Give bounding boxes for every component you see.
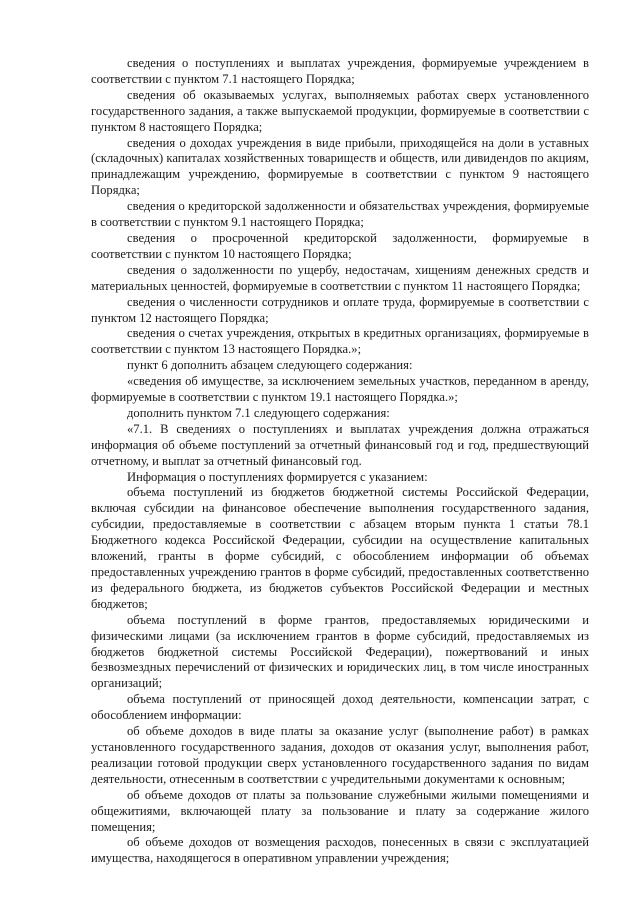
paragraph-16: объема поступлений от приносящей доход деятельности, компенсации затрат, с обособлением информации: — [91, 692, 589, 723]
paragraph-15: объема поступлений в форме грантов, предоставляемых юридическими и физическими лицами (за исключением грантов в форме субсидий, предоставляемых из бюджетов бюджетной системы Российской Федерации), пожертвований и иных безвозмездных перечислений от физических и юридических лиц, в том числе иностранных организаций; — [91, 612, 589, 691]
paragraph-4: сведения о кредиторской задолженности и обязательствах учреждения, формируемые в соответствии с пунктом 9.1 настоящего Порядка; — [91, 199, 589, 230]
paragraph-19: об объеме доходов от возмещения расходов, понесенных в связи с эксплуатацией имущества, находящегося в оперативном управлении учреждения; — [91, 835, 589, 866]
paragraph-11: дополнить пунктом 7.1 следующего содержания: — [127, 405, 390, 420]
document-body — [91, 56, 589, 867]
paragraph-6: сведения о задолженности по ущербу, недостачам, хищениям денежных средств и материальных ценностей, формируемые в соответствии с пунктом 11 настоящего Порядка; — [91, 262, 589, 293]
paragraph-3: сведения о доходах учреждения в виде прибыли, приходящейся на доли в уставных (складочных) капиталах хозяйственных товариществ и обществ, или дивидендов по акциям, принадлежащим учреждению, формируемые в соответствии с пунктом 9 настоящего Порядка; — [91, 135, 589, 198]
paragraph-8: сведения о счетах учреждения, открытых в кредитных организациях, формируемые в соответствии с пунктом 13 настоящего Порядка.»; — [91, 326, 589, 357]
paragraph-2: сведения об оказываемых услугах, выполняемых работах сверх установленного государственного задания, а также выпускаемой продукции, формируемые в соответствии с пунктом 8 настоящего Порядка; — [91, 87, 589, 134]
paragraph-13: Информация о поступлениях формируется с указанием: — [127, 469, 428, 484]
paragraph-7: сведения о численности сотрудников и оплате труда, формируемые в соответствии с пунктом 12 настоящего Порядка; — [91, 294, 589, 325]
paragraph-18: об объеме доходов от платы за пользование служебными жилыми помещениями и общежитиями, включающей плату за пользование и плату за содержание жилого помещения; — [91, 787, 589, 834]
paragraph-9: пункт 6 дополнить абзацем следующего содержания: — [127, 358, 413, 373]
paragraph-14: объема поступлений из бюджетов бюджетной системы Российской Федерации, включая субсидии на финансовое обеспечение выполнения государственного задания, субсидии, предоставляемые в соответствии с абзацем вторым пункта 1 статьи 78.1 Бюджетного кодекса Российской Федерации, субсидии на осуществление капитальных вложений, гранты в форме субсидий, с обособлением информации об объемах предоставленных учреждению грантов в форме субсидий, предоставленных соответственно из федерального бюджета, из бюджетов субъектов Российской Федерации и местных бюджетов; — [91, 485, 589, 611]
paragraph-1: сведения о поступлениях и выплатах учреждения, формируемые учреждением в соответствии с пунктом 7.1 настоящего Порядка; — [91, 56, 589, 86]
paragraph-17: об объеме доходов в виде платы за оказание услуг (выполнение работ) в рамках установленного государственного задания, доходов от оказания услуг, выполнения работ, реализации готовой продукции сверх установленного государственного задания по видам деятельности, отнесенным в соответствии с учредительными документами к основным; — [91, 724, 589, 786]
paragraph-12: «7.1. В сведениях о поступлениях и выплатах учреждения должна отражаться информация об объеме поступлений за отчетный финансовый год и год, предшествующий отчетному, и выплат за отчетный финансовый год. — [91, 421, 589, 468]
paragraph-10: «сведения об имуществе, за исключением земельных участков, переданном в аренду, формируемые в соответствии с пунктом 19.1 настоящего Порядка.»; — [91, 374, 589, 405]
paragraph-5: сведения о просроченной кредиторской задолженности, формируемые в соответствии с пунктом 10 настоящего Порядка; — [91, 230, 589, 261]
